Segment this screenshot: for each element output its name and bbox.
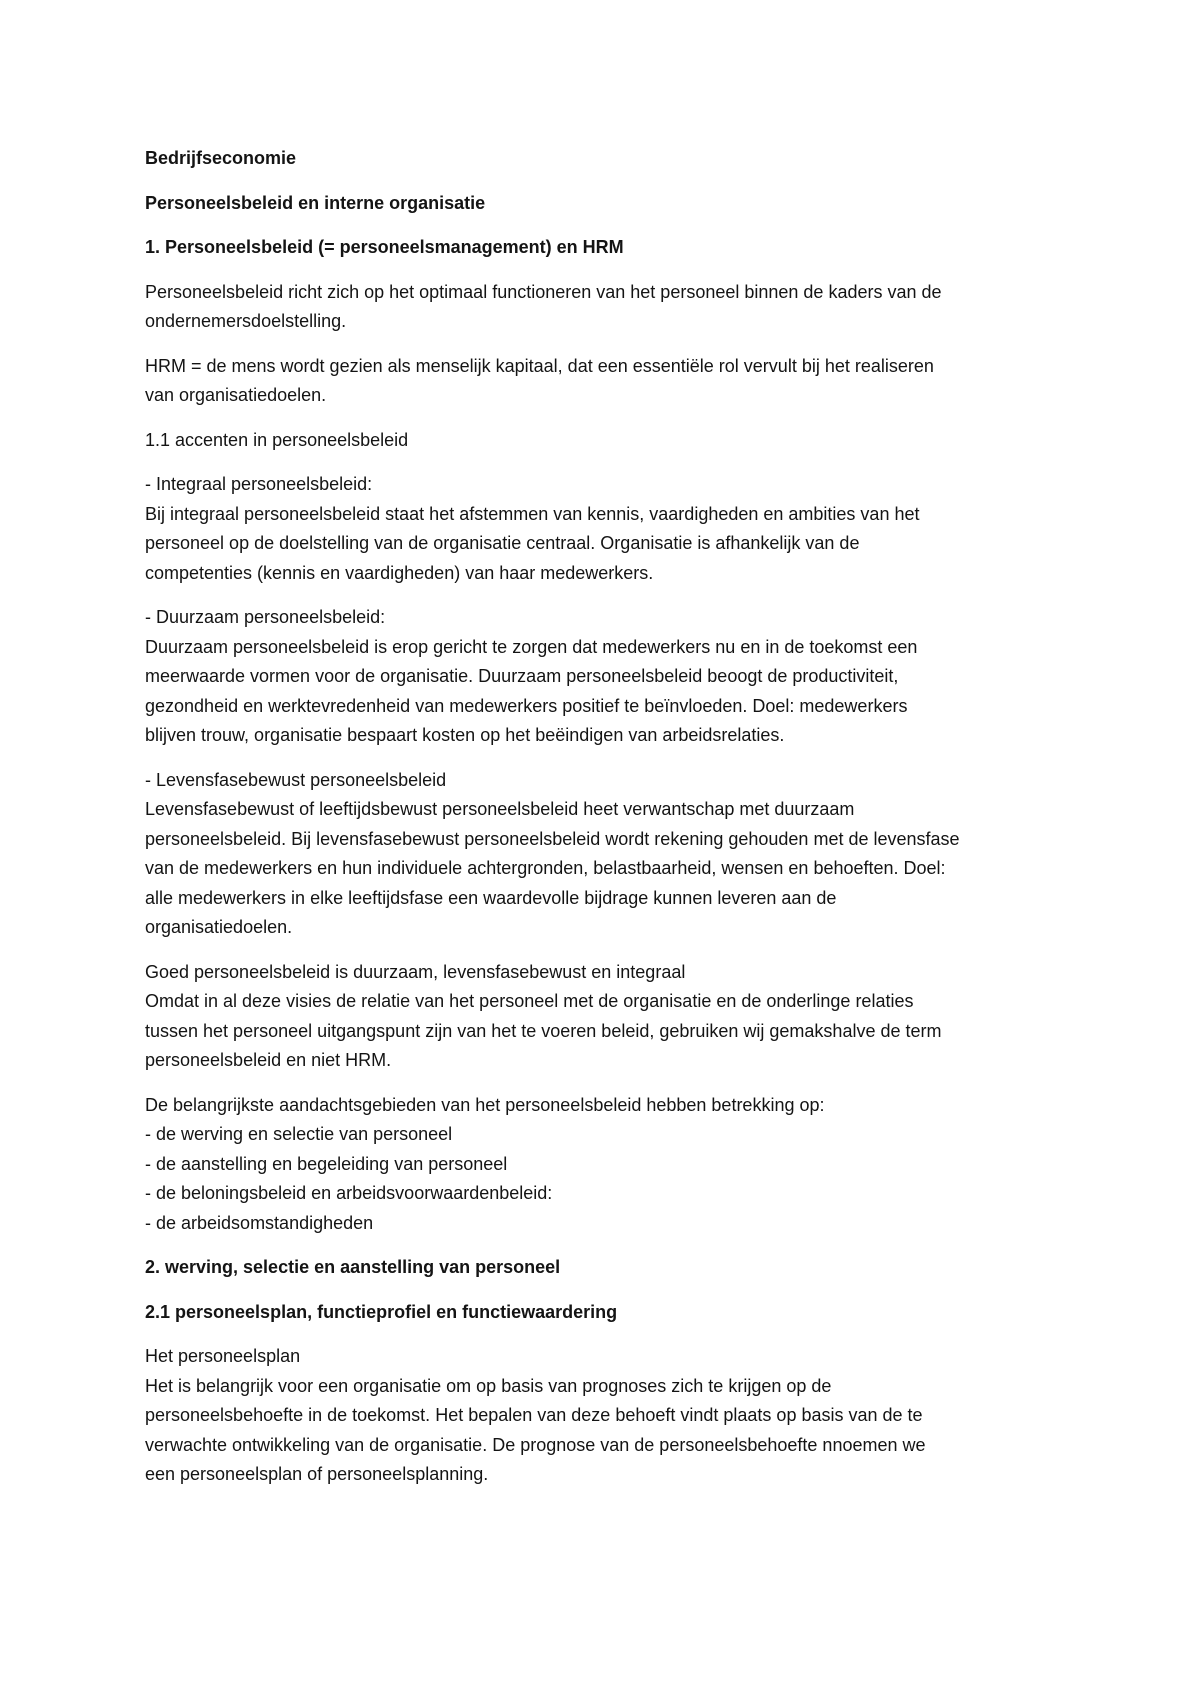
text-line: - Integraal personeelsbeleid: (145, 474, 373, 494)
text-line: gezondheid en werktevredenheid van medewerkers positief te beïnvloeden. Doel: medewerkers (145, 695, 908, 716)
text-line: Personeelsbeleid richt zich op het optimaal functioneren van het personeel binnen de kaders van de (145, 281, 942, 302)
paragraph-hrm (145, 352, 1075, 411)
section-heading-2-1: 2.1 personeelsplan, functieprofiel en functiewaardering (145, 1301, 618, 1322)
text-line: van organisatiedoelen. (145, 385, 327, 405)
text-line: Duurzaam personeelsbeleid is erop gericht te zorgen dat medewerkers nu en in de toekomst een (145, 636, 918, 657)
text-line: HRM = de mens wordt gezien als menselijk kapitaal, dat een essentiële rol vervult bij het realiseren (145, 355, 934, 376)
text-line: alle medewerkers in elke leeftijdsfase een waardevolle bijdrage kunnen leveren aan de (145, 887, 837, 908)
paragraph-aandachtsgebieden (145, 1091, 1075, 1239)
section-heading-2: 2. werving, selectie en aanstelling van personeel (145, 1257, 561, 1277)
text-line: - Duurzaam personeelsbeleid: (145, 607, 386, 627)
text-line: Het is belangrijk voor een organisatie om op basis van prognoses zich te krijgen op de (145, 1375, 832, 1396)
text-line: personeelsbeleid en niet HRM. (145, 1050, 392, 1070)
list-item: - de arbeidsomstandigheden (145, 1212, 374, 1233)
section-heading-1-1: 1.1 accenten in personeelsbeleid (145, 429, 409, 450)
paragraph-integraal (145, 470, 1075, 588)
text-line: van de medewerkers en hun individuele achtergronden, belastbaarheid, wensen en behoeften. Doel: (145, 858, 946, 878)
text-line: een personeelsplan of personeelsplanning. (145, 1464, 489, 1484)
text-line: Omdat in al deze visies de relatie van het personeel met de organisatie en de onderlinge relaties (145, 991, 914, 1011)
text-line: - Levensfasebewust personeelsbeleid (145, 769, 447, 790)
paragraph-personeelsbeleid (145, 278, 1075, 337)
text-line: Bij integraal personeelsbeleid staat het afstemmen van kennis, vaardigheden en ambities van het (145, 503, 920, 524)
text-line: Levensfasebewust of leeftijdsbewust personeelsbeleid heet verwantschap met duurzaam (145, 799, 855, 819)
paragraph-duurzaam (145, 603, 1075, 751)
text-line: De belangrijkste aandachtsgebieden van het personeelsbeleid hebben betrekking op: (145, 1094, 825, 1115)
paragraph-levensfasebewust (145, 766, 1075, 943)
list-item: - de werving en selectie van personeel (145, 1124, 453, 1144)
text-line: tussen het personeel uitgangspunt zijn van het te voeren beleid, gebruiken wij gemakshalve de term (145, 1020, 942, 1041)
text-line: ondernemersdoelstelling. (145, 311, 347, 331)
text-line: personeelsbeleid. Bij levensfasebewust personeelsbeleid wordt rekening gehouden met de levensfase (145, 828, 960, 849)
text-line: blijven trouw, organisatie bespaart kosten op het beëindigen van arbeidsrelaties. (145, 725, 785, 745)
paragraph-personeelsplan (145, 1342, 1075, 1490)
text-line: competenties (kennis en vaardigheden) van haar medewerkers. (145, 562, 654, 583)
text-line: verwachte ontwikkeling van de organisatie. De prognose van de personeelsbehoefte nnoemen we (145, 1434, 926, 1455)
text-line: Het personeelsplan (145, 1346, 301, 1366)
text-line: meerwaarde vormen voor de organisatie. Duurzaam personeelsbeleid beoogt de productiviteit, (145, 666, 899, 686)
list-item: - de beloningsbeleid en arbeidsvoorwaardenbeleid: (145, 1183, 553, 1203)
text-line: personeelsbehoefte in de toekomst. Het bepalen van deze behoeft vindt plaats op basis van de te (145, 1405, 923, 1425)
text-line: personeel op de doelstelling van de organisatie centraal. Organisatie is afhankelijk van de (145, 533, 860, 553)
paragraph-goed-personeelsbeleid (145, 958, 1075, 1076)
section-heading-1: 1. Personeelsbeleid (= personeelsmanagement) en HRM (145, 237, 624, 257)
list-item: - de aanstelling en begeleiding van personeel (145, 1153, 508, 1174)
document-title: Bedrijfseconomie (145, 148, 297, 168)
text-line: organisatiedoelen. (145, 917, 293, 937)
document-content (145, 144, 1075, 1505)
text-line: Goed personeelsbeleid is duurzaam, levensfasebewust en integraal (145, 961, 686, 982)
document-subtitle: Personeelsbeleid en interne organisatie (145, 192, 486, 213)
